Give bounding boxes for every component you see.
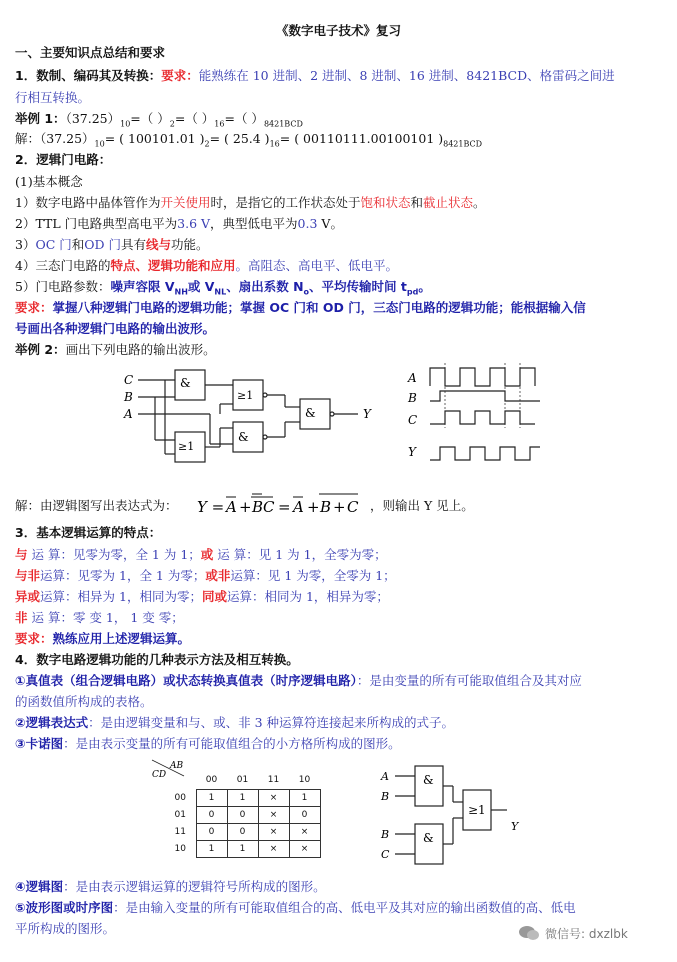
svg-text:C: C (263, 498, 275, 516)
op-xor-xnor: 异或运算：相异为 1，相同为零；同或运算：相同为 1，相异为零； (15, 589, 389, 604)
page-title: 《数字电子技术》复习 (275, 23, 401, 38)
and-gate-2: & (238, 430, 249, 444)
topic-1-text-cont: 行相互转换。 (15, 90, 91, 105)
or-gate-1: ≥1 (178, 440, 195, 453)
c2-input-c: C (381, 848, 390, 861)
wave-b: B (408, 391, 417, 405)
requirement-3: 要求：熟练应用上述逻辑运算。 (15, 631, 191, 646)
method-2: ②逻辑表达式：是由逻辑变量和与、或、非 3 种运算符连接起来所构成的式子。 (15, 715, 454, 730)
wave-c: C (408, 413, 418, 427)
section-3-heading: 3．基本逻辑运算的特点： (15, 525, 162, 540)
wave-a: A (408, 371, 417, 385)
c2-or-gate: ≥1 (468, 803, 486, 817)
concept-3: 3）OC 门和OD 门具有线与功能。 (15, 237, 209, 252)
requirement-2: 要求：掌握八种逻辑门电路的逻辑功能；掌握 OC 门和 OD 门，三态门电路的逻辑功能；能根据输入信 (15, 300, 586, 315)
svg-text:A: A (293, 498, 304, 516)
concept-1: 1）数字电路中晶体管作为开关使用时，是指它的工作状态处于饱和状态和截止状态。 (15, 195, 486, 210)
topic-1-text: 能熟练在 10 进制、2 进制、8 进制、16 进制、8421BCD、格雷码之间进 (198, 68, 615, 83)
output-y: Y (363, 407, 371, 421)
svg-text:AB: AB (170, 761, 184, 771)
and-gate-3: & (305, 406, 316, 420)
c2-and-gate-2: & (423, 831, 434, 845)
solution-2: 解：由逻辑图写出表达式为： (15, 498, 178, 513)
solution-2-end: ，则输出 Y 见上。 (370, 498, 474, 513)
concept-2: 2）TTL 门电路典型高电平为3.6 V，典型低电平为0.3 V。 (15, 216, 343, 231)
or-gate-2: ≥1 (237, 389, 254, 402)
example-1-line: 举例 1：$(37.25)_{10}=$（ ）$_2=$（ ）$_{16}=$（ ）$_{8421BCD}$ (15, 111, 303, 129)
basic-concepts: (1)基本概念 (15, 174, 83, 189)
svg-text:+: + (307, 498, 320, 516)
input-c: C (124, 373, 134, 387)
method-5-cont: 平所构成的图形。 (15, 921, 116, 936)
c2-input-b2: B (381, 828, 390, 841)
req-label: 要求： (161, 68, 199, 83)
watermark: 微信号: dxzlbk (518, 924, 628, 942)
example-1-answer: 解：$(37.25)_{10}=$ ( 100101.01 )$_2=$ ( 25.4 )$_{16}=$ ( 00110111.00100101 )$_{8421BCD}$ (15, 131, 483, 149)
method-3: ③卡诺图：是由表示变量的所有可能取值组合的小方格所构成的图形。 (15, 736, 401, 751)
method-1-cont: 的函数值所构成的表格。 (15, 694, 153, 709)
op-not: 非 运 算：零 变 1， 1 变 零； (15, 610, 184, 625)
expression-formula (195, 490, 370, 520)
karnaugh-map: 00 01 11 10 00 1 1 × 1 01 0 0 × 0 11 0 0 × × 10 1 1 × × (165, 772, 321, 858)
section-1-heading: 一、主要知识点总结和要求 (15, 45, 166, 60)
example-2: 举例 2：画出下列电路的输出波形。 (15, 342, 216, 357)
section-4-heading: 4．数字电路逻辑功能的几种表示方法及相互转换。 (15, 652, 299, 667)
section-2-heading: 2．逻辑门电路： (15, 152, 112, 167)
c2-and-gate-1: & (423, 773, 434, 787)
svg-text:A: A (226, 498, 237, 516)
method-5: ⑤波形图或时序图：是由输入变量的所有可能取值组合的高、低电平及其对应的输出函数值的高、低电 (15, 900, 576, 915)
method-1: ①真值表（组合逻辑电路）或状态转换真值表（时序逻辑电路）：是由变量的所有可能取值组合及其对应 (15, 673, 582, 688)
logic-circuit-2 (375, 762, 535, 867)
input-a: A (124, 407, 133, 421)
svg-text:B: B (320, 498, 332, 516)
method-4: ④逻辑图：是由表示逻辑运算的逻辑符号所构成的图形。 (15, 879, 326, 894)
svg-text:B: B (252, 498, 264, 516)
svg-text:+: + (333, 498, 346, 516)
requirement-2-cont: 号画出各种逻辑门电路的输出波形。 (15, 321, 216, 336)
c2-input-a: A (381, 770, 389, 783)
topic-1-label: 1．数制、编码其及转换： (15, 68, 162, 83)
svg-text:C: C (347, 498, 359, 516)
wechat-icon (518, 924, 540, 942)
waveform-diagram (400, 358, 560, 468)
concept-4: 4）三态门电路的特点、逻辑功能和应用。高阻态、高电平、低电平。 (15, 258, 398, 273)
input-b: B (124, 390, 133, 404)
op-and-or: 与 运 算：见零为零，全 1 为 1；或 运 算：见 1 为 1，全零为零； (15, 547, 387, 562)
svg-text:+: + (239, 498, 252, 516)
wave-y: Y (408, 445, 416, 459)
and-gate-1: & (180, 376, 191, 390)
c2-output-y: Y (511, 820, 519, 833)
op-nand-nor: 与非运算：见零为 1，全 1 为零；或非运算：见 1 为零，全零为 1； (15, 568, 396, 583)
logic-circuit-1 (120, 362, 380, 472)
c2-input-b1: B (381, 790, 390, 803)
svg-text:=: = (278, 498, 291, 516)
svg-text:Y =: Y = (197, 498, 225, 516)
concept-5: 5）门电路参数：噪声容限 $V_{NH}$或 $V_{NL}$、扇出系数 $N_o$、平均传输时间 $t_{pd}$。 (15, 279, 431, 297)
svg-text:CD: CD (152, 770, 167, 778)
